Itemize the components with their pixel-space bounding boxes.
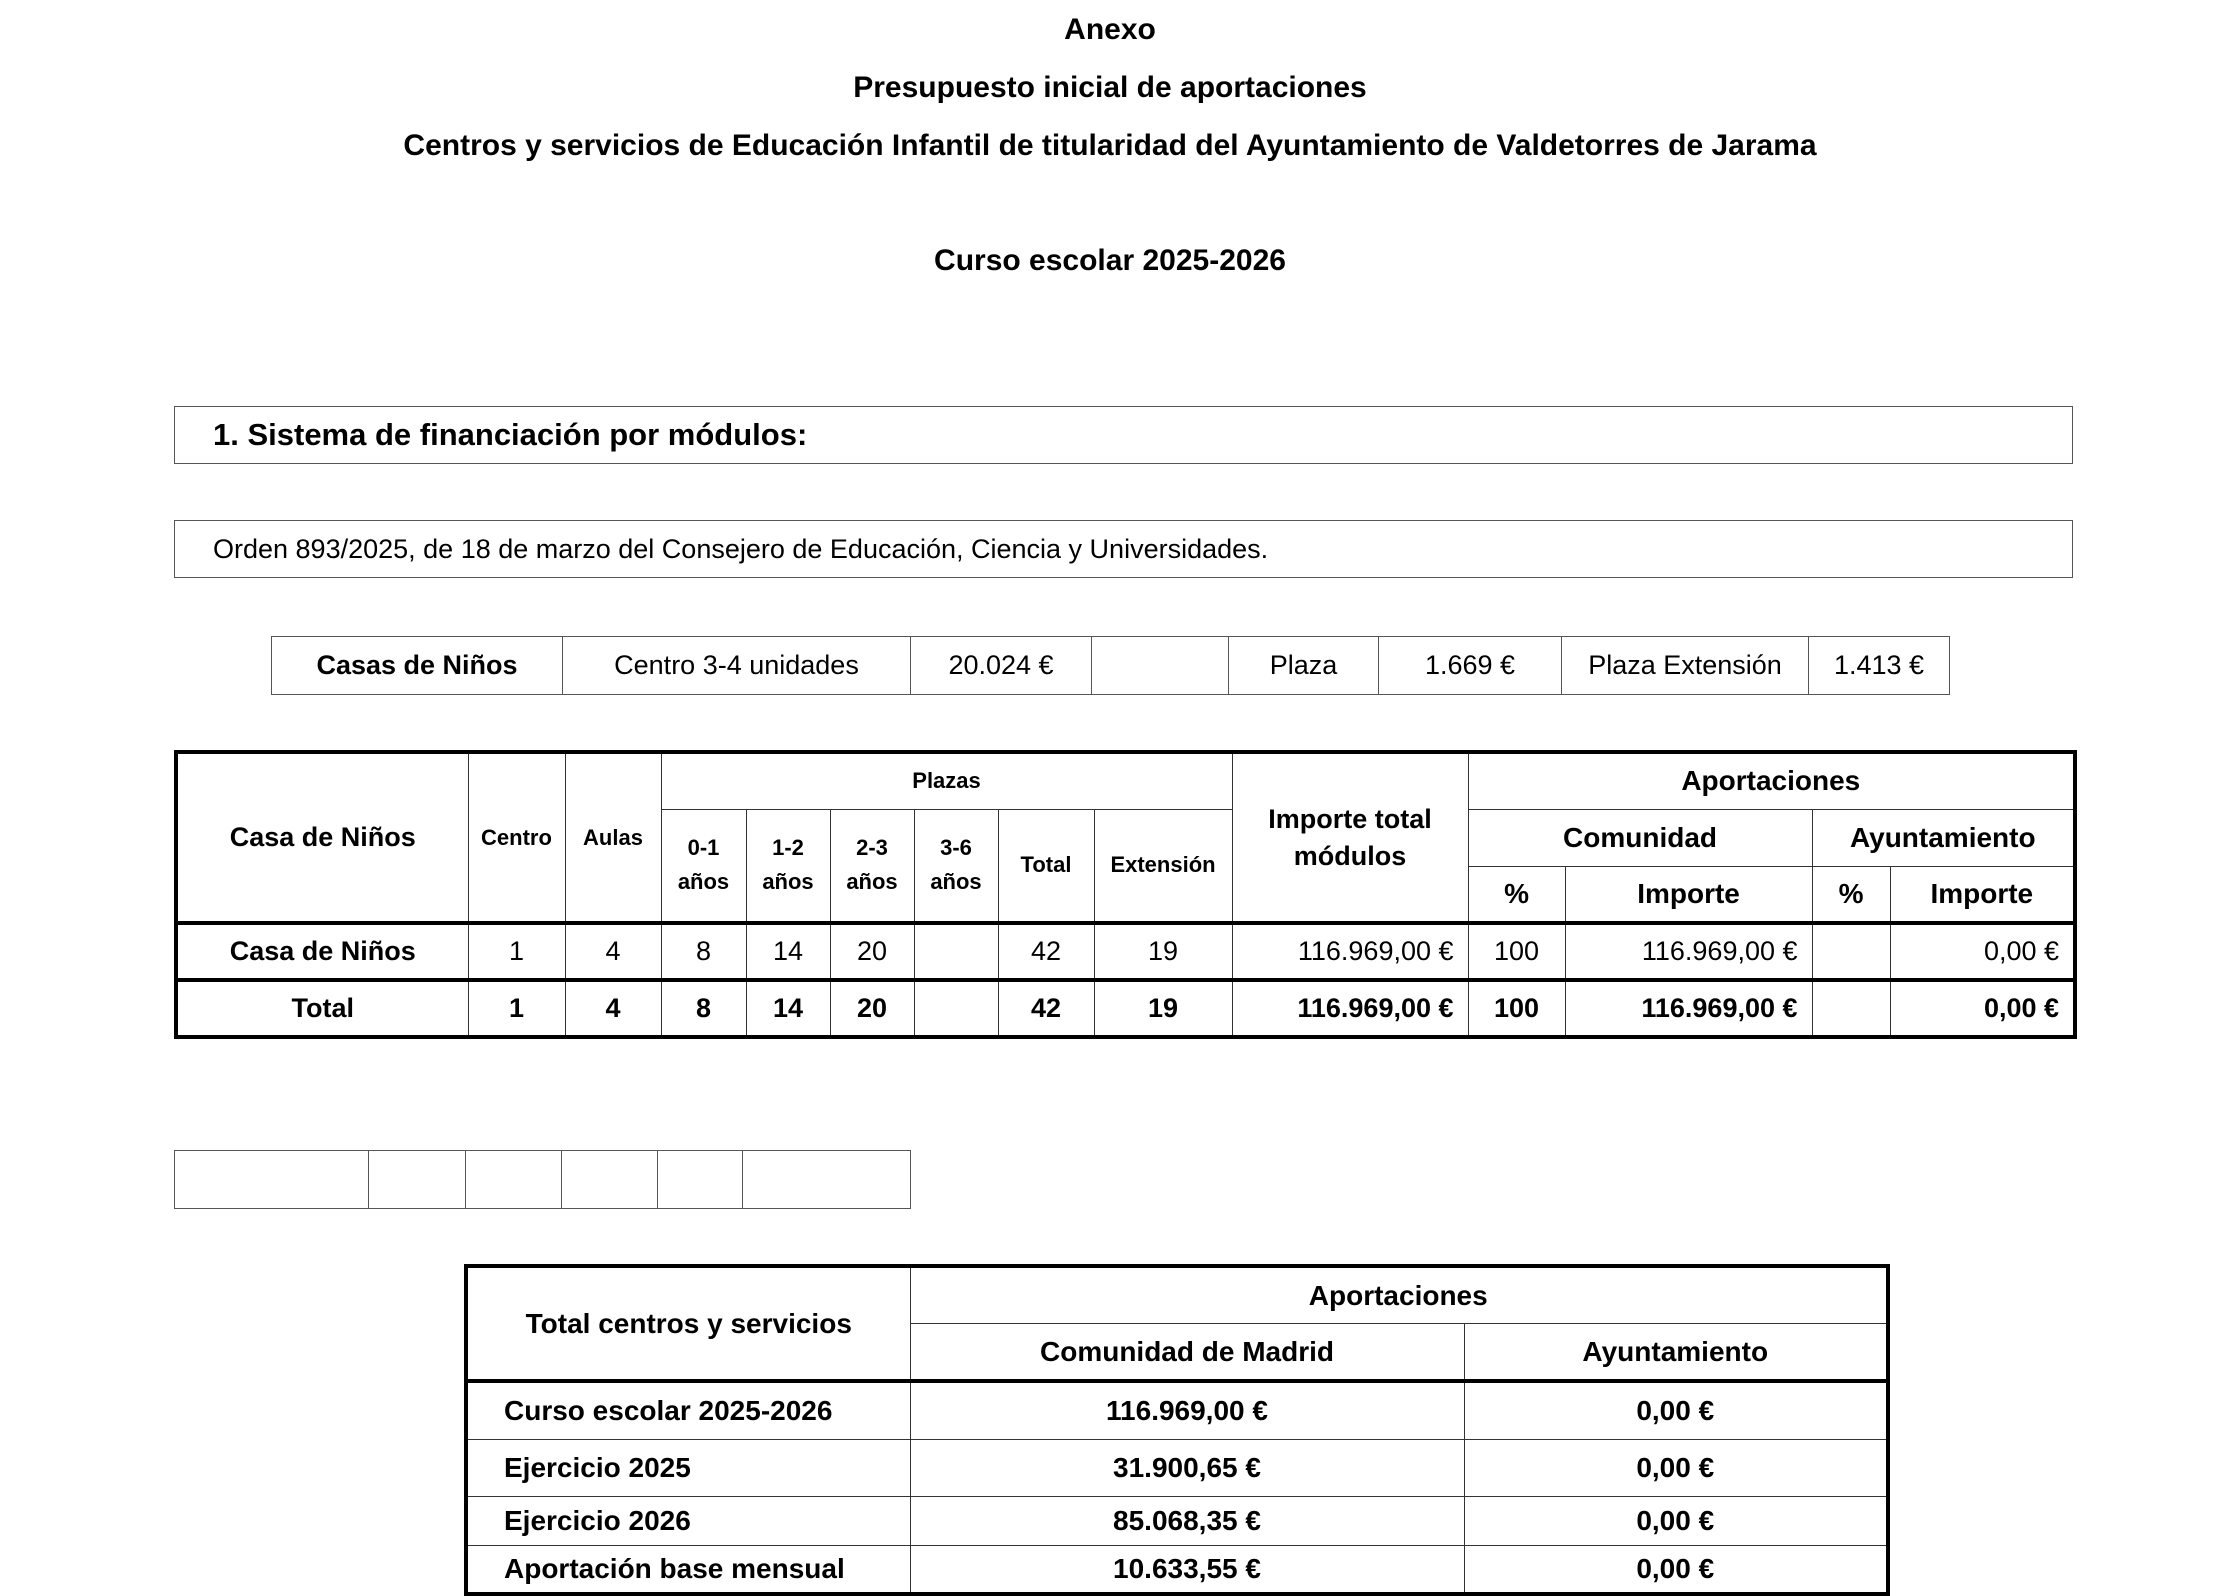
summary-row-label: Ejercicio 2026 (466, 1497, 910, 1546)
modules-centro-label: Centro 3-4 unidades (563, 637, 911, 695)
empty-cell (175, 1151, 369, 1209)
summary-row-comunidad: 116.969,00 € (910, 1381, 1464, 1439)
section-heading-box (174, 406, 2073, 464)
course-title: Curso escolar 2025-2026 (934, 244, 1286, 277)
modules-ext-value: 1.413 € (1809, 637, 1950, 695)
total-extension: 19 (1094, 980, 1232, 1037)
table-row (176, 923, 2075, 980)
total-com-pct: 100 (1468, 980, 1565, 1037)
modules-table (271, 636, 1950, 695)
header-centro: Centro (468, 752, 565, 923)
modules-ext-label: Plaza Extensión (1562, 637, 1809, 695)
order-text: Orden 893/2025, de 18 de marzo del Consejero de Educación, Ciencia y Universidades. (213, 533, 1269, 564)
page-title: Presupuesto inicial de aportaciones (853, 71, 1367, 104)
summary-row-label: Curso escolar 2025-2026 (466, 1381, 910, 1439)
total-row (176, 980, 2075, 1037)
empty-cell (466, 1151, 562, 1209)
row-p23: 20 (830, 923, 914, 980)
header-p36: 3-6 años (914, 809, 998, 923)
annex-label: Anexo (1064, 13, 1156, 46)
row-ayto-pct (1812, 923, 1890, 980)
row-name: Casa de Niños (176, 923, 468, 980)
financing-table (174, 750, 2077, 1039)
modules-empty-cell (1092, 637, 1229, 695)
summary-row-comunidad: 10.633,55 € (910, 1545, 1464, 1594)
section-heading: 1. Sistema de financiación por módulos: (213, 417, 808, 452)
empty-cell (562, 1151, 658, 1209)
row-ayto-importe: 0,00 € (1890, 923, 2075, 980)
header-ayuntamiento: Ayuntamiento (1812, 809, 2075, 866)
summary-aportaciones: Aportaciones (910, 1266, 1888, 1324)
total-importe-total: 116.969,00 € (1232, 980, 1468, 1037)
total-ayto-pct (1812, 980, 1890, 1037)
empty-cell (369, 1151, 466, 1209)
row-com-importe: 116.969,00 € (1565, 923, 1812, 980)
total-com-importe: 116.969,00 € (1565, 980, 1812, 1037)
header-plazas: Plazas (661, 752, 1232, 809)
page-subtitle: Centros y servicios de Educación Infantil de titularidad del Ayuntamiento de Valdetorres de Jarama (403, 129, 1817, 162)
table-row (466, 1497, 1888, 1546)
summary-row-ayuntamiento: 0,00 € (1464, 1381, 1888, 1439)
row-p12: 14 (746, 923, 830, 980)
modules-type: Casas de Niños (272, 637, 563, 695)
row-aulas: 4 (565, 923, 661, 980)
row-com-pct: 100 (1468, 923, 1565, 980)
table-row (466, 1381, 1888, 1439)
row-p01: 8 (661, 923, 746, 980)
total-p36 (914, 980, 998, 1037)
table-row (466, 1545, 1888, 1594)
header-aportaciones: Aportaciones (1468, 752, 2075, 809)
header-importe-total: Importe total módulos (1232, 752, 1468, 923)
header-ayto-pct: % (1812, 866, 1890, 923)
row-p36 (914, 923, 998, 980)
summary-row-comunidad: 85.068,35 € (910, 1497, 1464, 1546)
total-aulas: 4 (565, 980, 661, 1037)
summary-row-ayuntamiento: 0,00 € (1464, 1497, 1888, 1546)
header-total: Total (998, 809, 1094, 923)
header-comunidad: Comunidad (1468, 809, 1812, 866)
summary-row-comunidad: 31.900,65 € (910, 1439, 1464, 1497)
modules-plaza-value: 1.669 € (1379, 637, 1562, 695)
row-importe-total: 116.969,00 € (1232, 923, 1468, 980)
summary-table (464, 1264, 1890, 1596)
header-p12: 1-2 años (746, 809, 830, 923)
header-p23: 2-3 años (830, 809, 914, 923)
total-centro: 1 (468, 980, 565, 1037)
order-box (174, 520, 2073, 578)
summary-ayuntamiento-header: Ayuntamiento (1464, 1324, 1888, 1382)
table-row (466, 1439, 1888, 1497)
header-casa: Casa de Niños (176, 752, 468, 923)
modules-plaza-label: Plaza (1229, 637, 1379, 695)
header-extension: Extensión (1094, 809, 1232, 923)
header-com-importe: Importe (1565, 866, 1812, 923)
header-com-pct: % (1468, 866, 1565, 923)
summary-row-ayuntamiento: 0,00 € (1464, 1439, 1888, 1497)
modules-centro-value: 20.024 € (911, 637, 1092, 695)
summary-row-label: Ejercicio 2025 (466, 1439, 910, 1497)
total-p23: 20 (830, 980, 914, 1037)
total-name: Total (176, 980, 468, 1037)
row-centro: 1 (468, 923, 565, 980)
total-p12: 14 (746, 980, 830, 1037)
header-aulas: Aulas (565, 752, 661, 923)
header-p01: 0-1 años (661, 809, 746, 923)
header-ayto-importe: Importe (1890, 866, 2075, 923)
row-total: 42 (998, 923, 1094, 980)
empty-cell (743, 1151, 911, 1209)
summary-comunidad-header: Comunidad de Madrid (910, 1324, 1464, 1382)
summary-title: Total centros y servicios (466, 1266, 910, 1381)
empty-cell (658, 1151, 743, 1209)
empty-table (174, 1150, 911, 1209)
total-total: 42 (998, 980, 1094, 1037)
summary-row-label: Aportación base mensual (466, 1545, 910, 1594)
total-ayto-importe: 0,00 € (1890, 980, 2075, 1037)
summary-row-ayuntamiento: 0,00 € (1464, 1545, 1888, 1594)
total-p01: 8 (661, 980, 746, 1037)
row-extension: 19 (1094, 923, 1232, 980)
